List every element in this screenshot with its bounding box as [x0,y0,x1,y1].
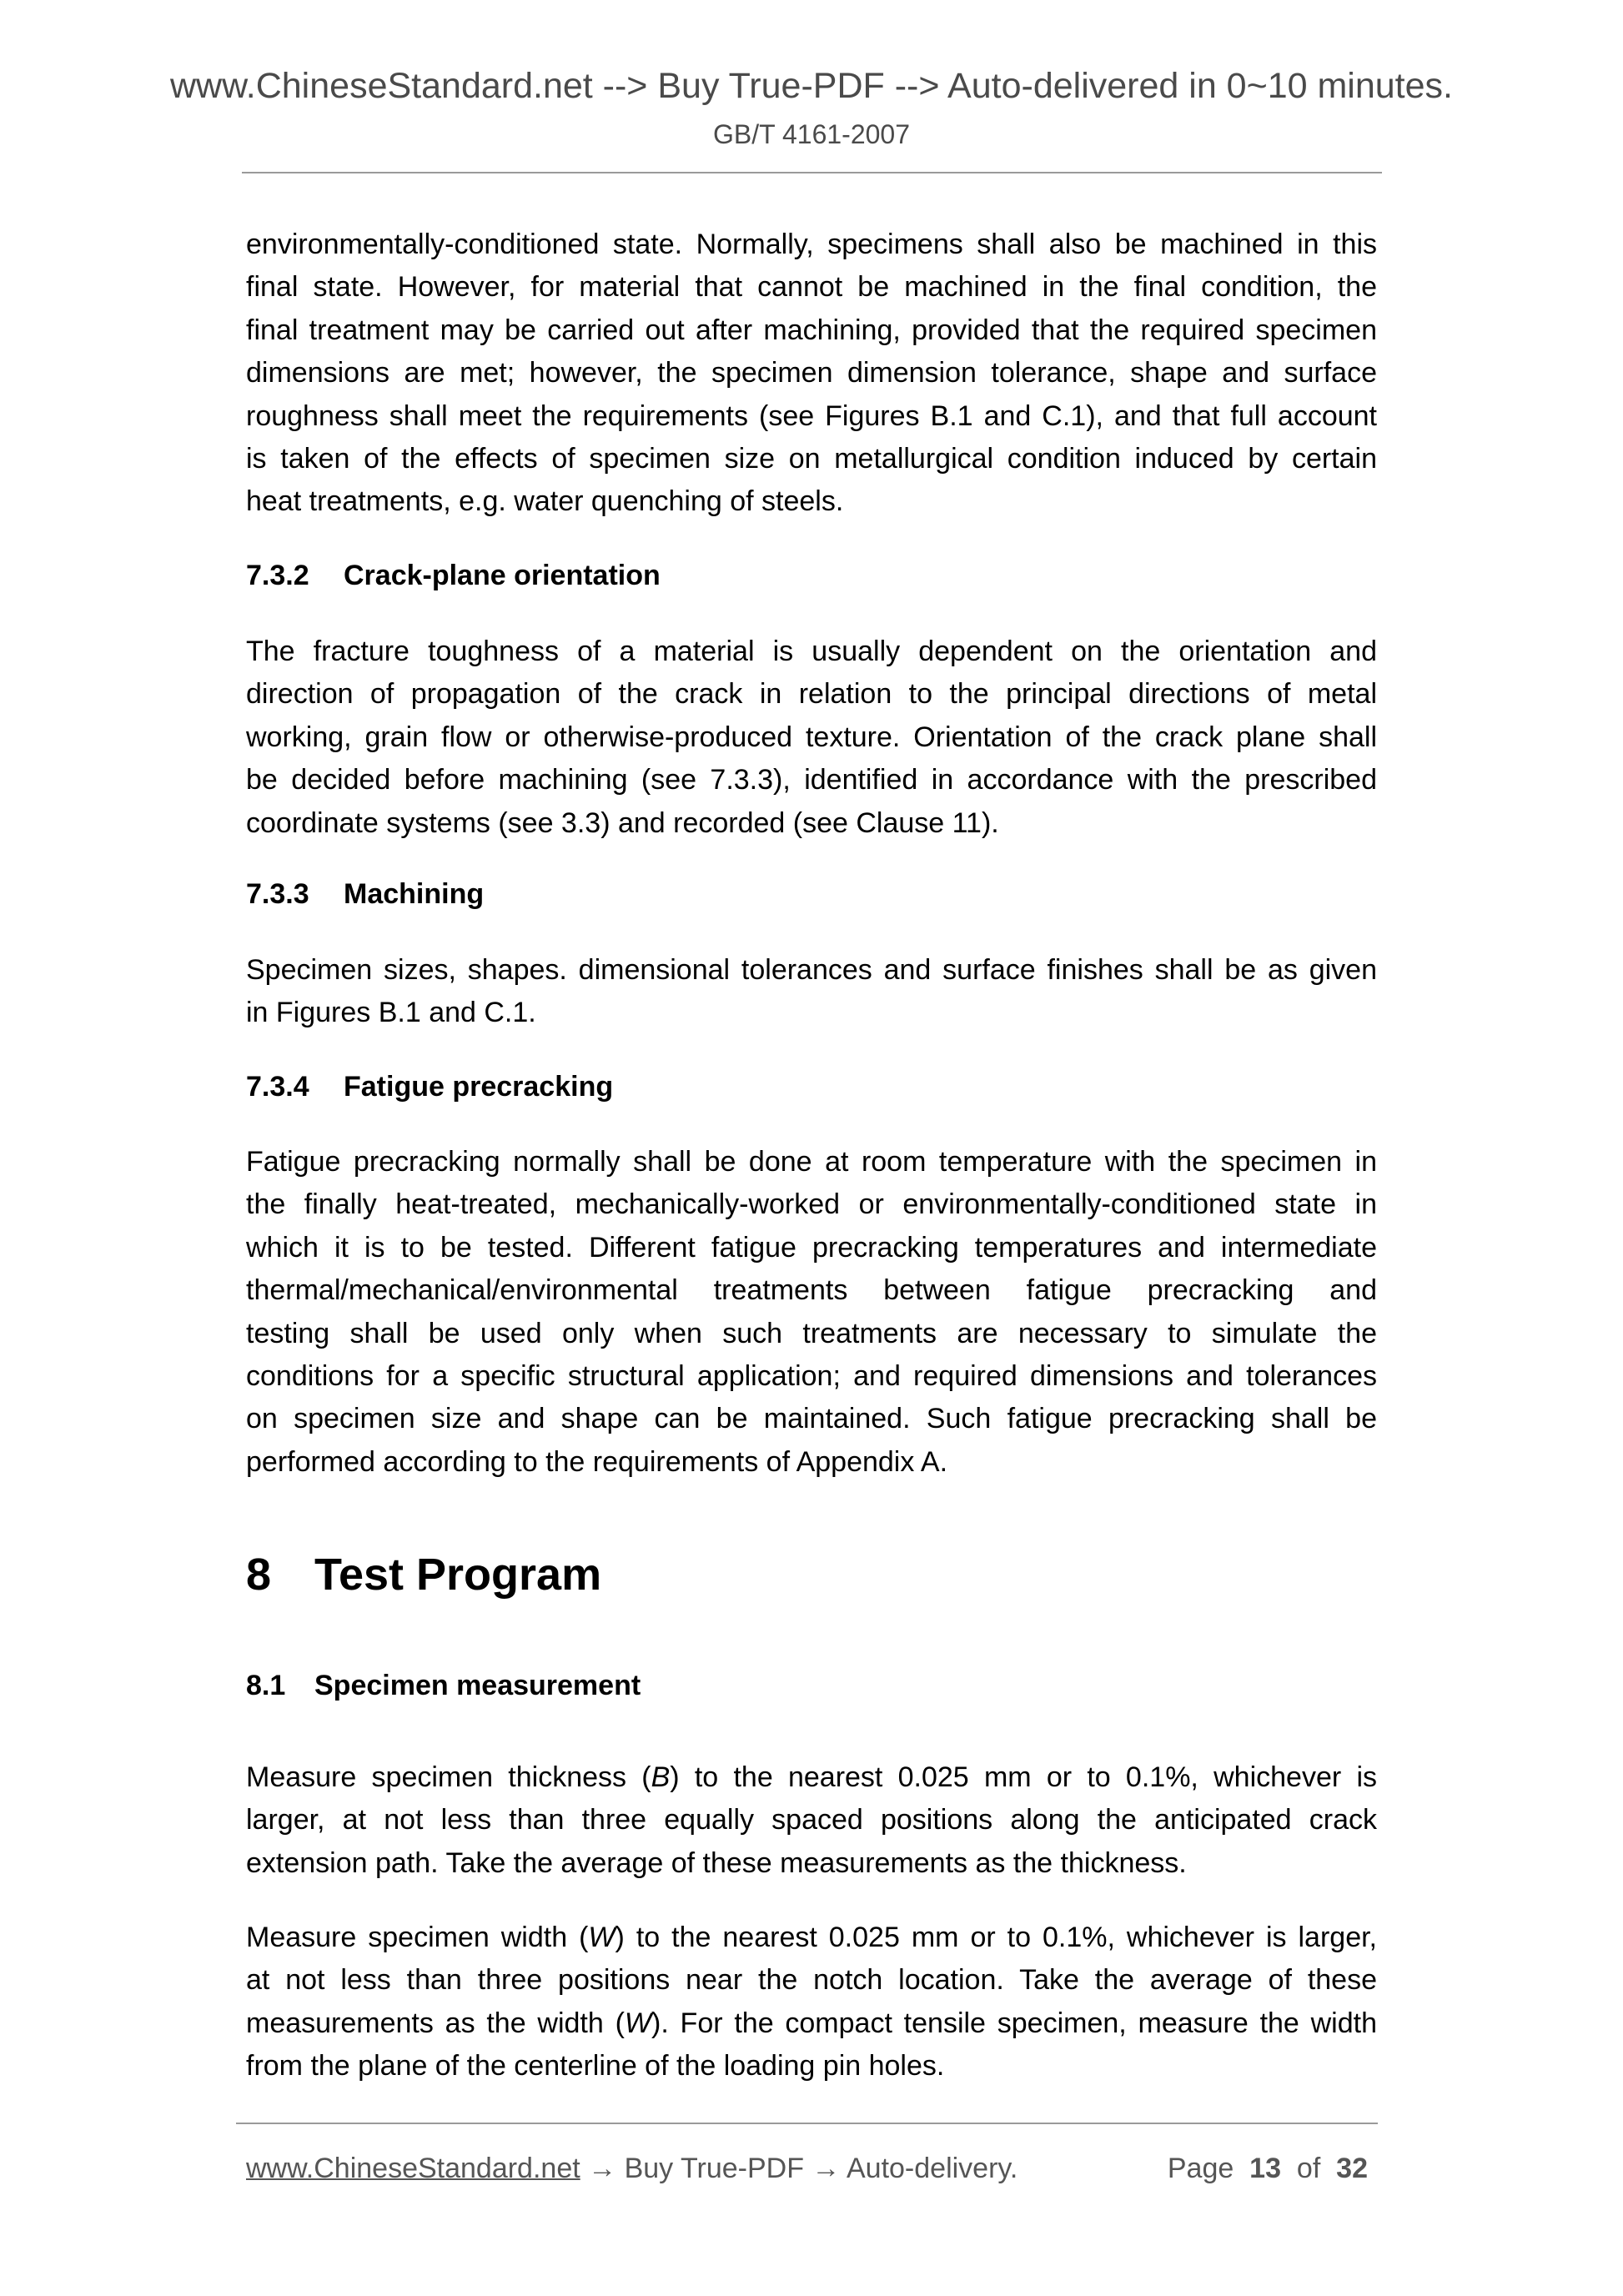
paragraph-fatigue-precracking [246,1141,1377,1484]
section-number: 7.3.3 [246,878,309,910]
heading-8-1 [246,1669,1377,1702]
text-line: which it is to be tested. Different fatigue precracking temperatures and intermediate [246,1231,1377,1264]
text-line: final treatment may be carried out after machining, provided that the required specimen [246,314,1377,346]
text-line: testing shall be used only when such treatments are necessary to simulate the [246,1317,1377,1349]
text-line: Measure specimen width (W) to the nearest 0.025 mm or to 0.1%, whichever is larger, [246,1922,1377,1953]
header-banner: www.ChineseStandard.net --> Buy True-PDF --> Auto-delivered in 0~10 minutes. [169,66,1453,106]
text-line: environmentally-conditioned state. Normally, specimens shall also be machined in this [246,229,1377,260]
text-line: be decided before machining (see 7.3.3), identified in accordance with the prescribed [246,764,1377,796]
text-line: dimensions are met; however, the specimen dimension tolerance, shape and surface [246,357,1377,389]
heading-7-3-3 [246,877,1377,911]
header-divider [242,172,1382,173]
text-line: final state. However, for material that cannot be machined in the final condition, the [246,271,1377,304]
text-line: heat treatments, e.g. water quenching of steels. [246,485,844,518]
page-current: 13 [1249,2153,1281,2184]
chapter-title: Test Program [314,1550,602,1600]
paragraph-thickness [246,1756,1377,1885]
text-line: Specimen sizes, shapes. dimensional tolerances and surface finishes shall be as given [246,954,1377,986]
section-number: 7.3.4 [246,1071,309,1103]
heading-8 [246,1550,1377,1600]
section-number: 8.1 [246,1670,286,1701]
chapter-number: 8 [246,1550,272,1600]
text-line: The fracture toughness of a material is usually dependent on the orientation and [246,636,1377,667]
section-title: Fatigue precracking [344,1071,614,1103]
section-title: Machining [344,878,485,910]
text-line: extension path. Take the average of these measurements as the thickness. [246,1846,1187,1879]
variable-W: W [588,1922,616,1953]
text-line: conditions for a specific structural application; and required dimensions and tolerances [246,1360,1377,1393]
section-number: 7.3.2 [246,560,309,591]
text-line: measurements as the width (W). For the compact tensile specimen, measure the width [246,2007,1377,2039]
variable-W: W [624,2007,651,2039]
paragraph-machining [246,949,1377,1035]
paragraph-width [246,1917,1377,2088]
footer-site-link[interactable]: www.ChineseStandard.net [246,2153,580,2184]
text-line: the finally heat-treated, mechanically-worked or environmentally-conditioned state in [246,1188,1377,1221]
text-line: coordinate systems (see 3.3) and recorded (see Clause 11). [246,806,999,839]
text-line: larger, at not less than three equally spaced positions along the anticipated crack [246,1804,1377,1836]
page-footer [246,2152,1368,2185]
paragraph-intro [246,224,1377,524]
text-line: working, grain flow or otherwise-produced texture. Orientation of the crack plane shall [246,721,1377,753]
paragraph-crack-plane [246,631,1377,845]
page-indicator: Page 13 of 32 [1167,2153,1368,2184]
text-line: from the plane of the centerline of the loading pin holes. [246,2050,945,2082]
text-line: at not less than three positions near the notch location. Take the average of these [246,1964,1377,1997]
text-line: is taken of the effects of specimen size on metallurgical condition induced by certain [246,443,1377,475]
footer-tagline: → Buy True-PDF → Auto-delivery. [580,2153,1018,2184]
text-line: roughness shall meet the requirements (see Figures B.1 and C.1), and that full account [246,399,1377,432]
heading-7-3-2 [246,559,1377,592]
text-line: thermal/mechanical/environmental treatments between fatigue precracking and [246,1274,1377,1307]
footer-divider [236,2123,1378,2124]
page-total: 32 [1336,2153,1368,2184]
variable-B: B [651,1761,671,1793]
section-title: Specimen measurement [314,1670,641,1701]
text-line: on specimen size and shape can be maintained. Such fatigue precracking shall be [246,1403,1377,1435]
section-title: Crack-plane orientation [344,560,661,591]
text-line: performed according to the requirements of Appendix A. [246,1445,948,1478]
text-line: Fatigue precracking normally shall be done at room temperature with the specimen in [246,1146,1377,1178]
text-line: direction of propagation of the crack in relation to the principal directions of metal [246,678,1377,711]
heading-7-3-4 [246,1070,1377,1103]
text-line: in Figures B.1 and C.1. [246,997,536,1029]
text-line: Measure specimen thickness (B) to the nearest 0.025 mm or to 0.1%, whichever is [246,1761,1377,1793]
standard-id: GB/T 4161-2007 [712,119,910,149]
